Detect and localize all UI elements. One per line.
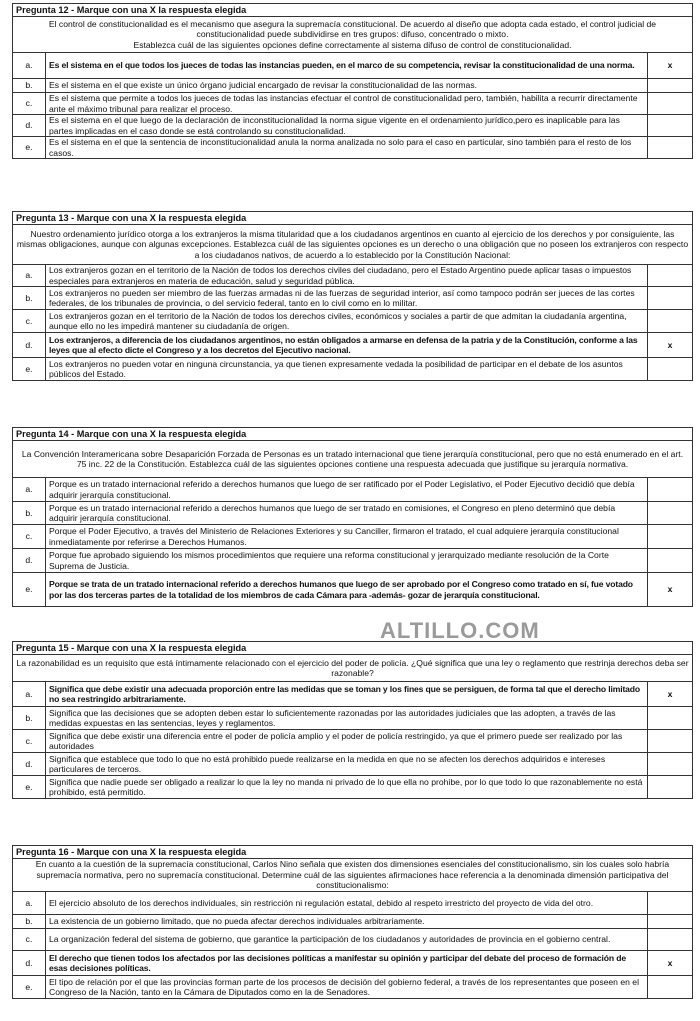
- answer-option-row[interactable]: [13, 333, 693, 358]
- answer-option-row[interactable]: [13, 682, 693, 707]
- option-letter: e.: [13, 573, 46, 607]
- answer-mark-cell[interactable]: [648, 976, 693, 999]
- answer-mark-cell[interactable]: [648, 525, 693, 549]
- answer-mark-cell[interactable]: [648, 310, 693, 333]
- option-letter: a.: [13, 892, 46, 915]
- option-text: Es el sistema en el que la sentencia de inconstitucionalidad anula la norma analizada no solo para el caso en particular, sino también para el resto de los casos.: [46, 137, 648, 159]
- question-16-table: [12, 845, 693, 999]
- option-letter: d.: [13, 549, 46, 573]
- option-letter: b.: [13, 502, 46, 525]
- option-letter: a.: [13, 53, 46, 79]
- question-stem: [13, 225, 693, 265]
- answer-mark-cell[interactable]: [648, 549, 693, 573]
- answer-option-row[interactable]: [13, 951, 693, 976]
- option-text: Los extranjeros gozan en el territorio de la Nación de todos los derechos civiles del ciudadano, pero el Estado Argentino puede aplicar tasas o impuestos especiales para extranjeros en materia de educación, salud y seguridad pública.: [46, 265, 648, 287]
- question-header: Pregunta 15 - Marque con una X la respuesta elegida: [13, 642, 693, 655]
- answer-mark-cell[interactable]: [648, 707, 693, 730]
- option-letter: e.: [13, 976, 46, 999]
- answer-mark-cell[interactable]: [648, 79, 693, 93]
- option-letter: d.: [13, 951, 46, 976]
- option-text: La organización federal del sistema de gobierno, que garantice la participación de los ciudadanos y autoridades de provincia en el gobierno central.: [46, 929, 648, 951]
- option-text: Significa que nadie puede ser obligado a realizar lo que la ley no manda ni privado de lo que ella no prohibe, por lo que todo lo que razonablemente no está prohibido, está permitido.: [46, 776, 648, 799]
- question-stem: [13, 441, 693, 478]
- watermark-logo: ALTILLO.COM: [380, 618, 540, 643]
- answer-mark-cell[interactable]: [648, 776, 693, 799]
- question-12-table: [12, 3, 693, 159]
- option-letter: d.: [13, 115, 46, 137]
- option-letter: e.: [13, 358, 46, 381]
- option-letter: c.: [13, 929, 46, 951]
- answer-option-row[interactable]: [13, 93, 693, 115]
- answer-option-row[interactable]: [13, 915, 693, 929]
- answer-mark-cell[interactable]: [648, 93, 693, 115]
- question-14-table: [12, 427, 693, 607]
- answer-mark-cell[interactable]: [648, 265, 693, 287]
- option-letter: c.: [13, 730, 46, 753]
- option-text: Porque es un tratado internacional referido a derechos humanos que luego de ser ratificado por el Poder Legislativo, el Poder Ejecutivo decidió que debía adquirir jerarquía constitucional.: [46, 478, 648, 502]
- option-text: Porque se trata de un tratado internacional referido a derechos humanos que luego de ser aprobado por el Congreso como tratado en sí, fue votado por las dos terceras partes de la totalidad de los miembros de cada Cámara para -además- gozar de jerarquía constitucional.: [46, 573, 648, 607]
- question-stem: [13, 859, 693, 892]
- answer-mark-cell[interactable]: [648, 115, 693, 137]
- option-letter: c.: [13, 310, 46, 333]
- answer-option-row[interactable]: [13, 707, 693, 730]
- option-text: Porque fue aprobado siguiendo los mismos procedimientos que requiere una reforma constitucional y jerarquizado mediante resolución de la Corte Suprema de Justicia.: [46, 549, 648, 573]
- stem-paragraph: La razonabilidad es un requisito que está íntimamente relacionado con el ejercicio del poder de policía. ¿Qué significa que una ley o reglamento que restrinja derechos deba ser razonable?: [16, 657, 689, 678]
- answer-mark-cell[interactable]: x: [648, 53, 693, 79]
- answer-mark-cell[interactable]: [648, 929, 693, 951]
- answer-mark-cell[interactable]: x: [648, 951, 693, 976]
- answer-option-row[interactable]: [13, 287, 693, 310]
- option-text: Significa que debe existir una adecuada proporción entre las medidas que se toman y los fines que se persiguen, de forma tal que el derecho limitado no sea restringido arbitrariamente.: [46, 682, 648, 707]
- option-letter: a.: [13, 682, 46, 707]
- answer-option-row[interactable]: [13, 115, 693, 137]
- option-text: Es el sistema en el que luego de la declaración de inconstitucionalidad la norma sigue vigente en el ordenamiento jurídico,pero es inaplicable para las partes implicadas en el caso donde se está controlando su constitucionalidad.: [46, 115, 648, 137]
- answer-option-row[interactable]: [13, 79, 693, 93]
- question-13-table: [12, 211, 693, 381]
- option-text: La existencia de un gobierno limitado, que no pueda afectar derechos individuales arbitrariamente.: [46, 915, 648, 929]
- answer-option-row[interactable]: [13, 730, 693, 753]
- answer-option-row[interactable]: [13, 892, 693, 915]
- answer-mark-cell[interactable]: [648, 478, 693, 502]
- answer-option-row[interactable]: [13, 776, 693, 799]
- answer-mark-cell[interactable]: [648, 502, 693, 525]
- answer-mark-cell[interactable]: x: [648, 573, 693, 607]
- option-text: Porque el Poder Ejecutivo, a través del Ministerio de Relaciones Exteriores y su Canciller, firmaron el tratado, el cual adquiere jerarquía constitucional inmediatamente por referirse a Derechos Humanos.: [46, 525, 648, 549]
- option-text: El ejercicio absoluto de los derechos individuales, sin restricción ni regulación estatal, debido al respeto irrestricto del proyecto de vida del otro.: [46, 892, 648, 915]
- option-letter: b.: [13, 287, 46, 310]
- option-text: Porque es un tratado internacional referido a derechos humanos que luego de ser tratado en comisiones, el Congreso en pleno determinó que debía adquirir jerarquía constitucional.: [46, 502, 648, 525]
- answer-option-row[interactable]: [13, 358, 693, 381]
- question-header: Pregunta 13 - Marque con una X la respuesta elegida: [13, 212, 693, 225]
- option-letter: d.: [13, 753, 46, 776]
- option-text: Significa que debe existir una diferencia entre el poder de policía amplio y el poder de policía restringido, ya que el primero puede ser realizado por las autoridades: [46, 730, 648, 753]
- answer-option-row[interactable]: [13, 137, 693, 159]
- question-header: Pregunta 14 - Marque con una X la respuesta elegida: [13, 428, 693, 441]
- question-stem: [13, 17, 693, 53]
- option-text: Significa que establece que todo lo que no está prohibido puede realizarse en la medida en que no se afecten los derechos adquiridos e intereses particulares de terceros.: [46, 753, 648, 776]
- option-letter: a.: [13, 478, 46, 502]
- question-header: Pregunta 16 - Marque con una X la respuesta elegida: [13, 846, 693, 859]
- option-text: Los extranjeros no pueden votar en ninguna circunstancia, ya que tienen expresamente vedada la posibilidad de participar en el debate de los asuntos públicos del Estado.: [46, 358, 648, 381]
- answer-option-row[interactable]: [13, 525, 693, 549]
- option-text: Significa que las decisiones que se adopten deben estar lo suficientemente razonadas por las autoridades judiciales que las adopten, a través de las medidas expuestas en las sentencias, leyes y reglamentos.: [46, 707, 648, 730]
- question-header: Pregunta 12 - Marque con una X la respuesta elegida: [13, 4, 693, 17]
- question-stem: [13, 655, 693, 682]
- option-letter: c.: [13, 525, 46, 549]
- stem-paragraph: En cuanto a la cuestión de la supremacía constitucional, Carlos Nino señala que existen dos dimensiones esenciales del constitucionalismo, sin los cuales solo habría supremacía normativa, pero no supremacía constitucional. Determine cuál de las siguientes afirmaciones hace referencia a la denominada dimensión participativa del constitucionalismo:: [35, 859, 670, 891]
- question-15-table: [12, 641, 693, 799]
- answer-mark-cell[interactable]: [648, 915, 693, 929]
- answer-mark-cell[interactable]: [648, 753, 693, 776]
- option-text: Los extranjeros, a diferencia de los ciudadanos argentinos, no están obligados a armarse en defensa de la patria y de la Constitución, conforme a las leyes que al efecto dicte el Congreso y a los decretos del Ejecutivo nacional.: [46, 333, 648, 358]
- option-letter: b.: [13, 915, 46, 929]
- answer-option-row[interactable]: [13, 53, 693, 79]
- option-letter: e.: [13, 137, 46, 159]
- stem-paragraph: El control de constitucionalidad es el mecanismo que asegura la supremacía constitucional. De acuerdo al diseño que adopta cada estado, el control judicial de constitucionalidad puede subdividirse en tres grupos: difuso, concentrado o mixto.: [48, 18, 657, 40]
- option-text: Los extranjeros no pueden ser miembro de las fuerzas armadas ni de las fuerzas de seguridad interior, así como tampoco podrán ser jueces de las cortes federales, de los tribunales de provincia, o del servicio federal, tanto en lo civil como en lo militar.: [46, 287, 648, 310]
- answer-option-row[interactable]: [13, 265, 693, 287]
- answer-mark-cell[interactable]: [648, 137, 693, 159]
- answer-mark-cell[interactable]: x: [648, 682, 693, 707]
- option-letter: b.: [13, 79, 46, 93]
- answer-option-row[interactable]: [13, 549, 693, 573]
- answer-mark-cell[interactable]: [648, 358, 693, 381]
- option-letter: a.: [13, 265, 46, 287]
- option-text: Los extranjeros gozan en el territorio de la Nación de todos los derechos civiles, económicos y sociales a partir de que admitan la ciudadanía argentina, aunque ello no les impedirá mantener su ciudadanía de origen.: [46, 310, 648, 333]
- stem-paragraph: La Convención Interamericana sobre Desaparición Forzada de Personas es un tratado internacional que tiene jerarquía constitucional, pero que no está enumerado en el art. 75 inc. 22 de la Constitución. Establezca cuál de las siguientes opciones contiene una respuesta adecuada que justifique su jerarquía normativa.: [21, 448, 684, 469]
- answer-option-row[interactable]: [13, 502, 693, 525]
- answer-option-row[interactable]: [13, 478, 693, 502]
- answer-option-row[interactable]: [13, 753, 693, 776]
- option-text: El derecho que tienen todos los afectados por las decisiones políticas a manifestar su opinión y participar del debate del proceso de formación de esas decisiones políticas.: [46, 951, 648, 976]
- answer-mark-cell[interactable]: [648, 287, 693, 310]
- option-text: Es el sistema en el que existe un único órgano judicial encargado de revisar la constitucionalidad de las normas.: [46, 79, 648, 93]
- option-letter: c.: [13, 93, 46, 115]
- option-letter: e.: [13, 776, 46, 799]
- answer-mark-cell[interactable]: [648, 730, 693, 753]
- option-letter: b.: [13, 707, 46, 730]
- answer-option-row[interactable]: [13, 929, 693, 951]
- answer-option-row[interactable]: [13, 976, 693, 999]
- answer-option-row[interactable]: [13, 310, 693, 333]
- option-letter: d.: [13, 333, 46, 358]
- option-text: Es el sistema en el que todos los jueces de todas las instancias pueden, en el marco de su competencia, revisar la constitucionalidad de una norma.: [46, 53, 648, 79]
- option-text: Es el sistema que permite a todos los jueces de todas las instancias efectuar el control de constitucionalidad pero, también, habilita a recurrir directamente ante el máximo tribunal para realizar el proceso.: [46, 93, 648, 115]
- stem-paragraph: Nuestro ordenamiento jurídico otorga a los extranjeros la misma titularidad que a los ciudadanos argentinos en cuanto al ejercicio de los derechos y por consiguiente, las mismas obligaciones, aunque con algunas excepciones. Establezca cuál de las siguientes opciones es un derecho o una obligación que no poseen los extranjeros con respecto a los ciudadanos nativos, de acuerdo a lo establecido por la Constitución Nacional:: [16, 228, 689, 260]
- answer-mark-cell[interactable]: x: [648, 333, 693, 358]
- stem-paragraph: Establezca cuál de las siguientes opciones define correctamente al sistema difuso de control de constitucionalidad.: [133, 39, 572, 50]
- option-text: El tipo de relación por el que las provincias forman parte de los procesos de decisión del gobierno federal, a través de los representantes que poseen en el Congreso de la Nación, tanto en la Cámara de Diputados como en la de Senadores.: [46, 976, 648, 999]
- answer-mark-cell[interactable]: [648, 892, 693, 915]
- answer-option-row[interactable]: [13, 573, 693, 607]
